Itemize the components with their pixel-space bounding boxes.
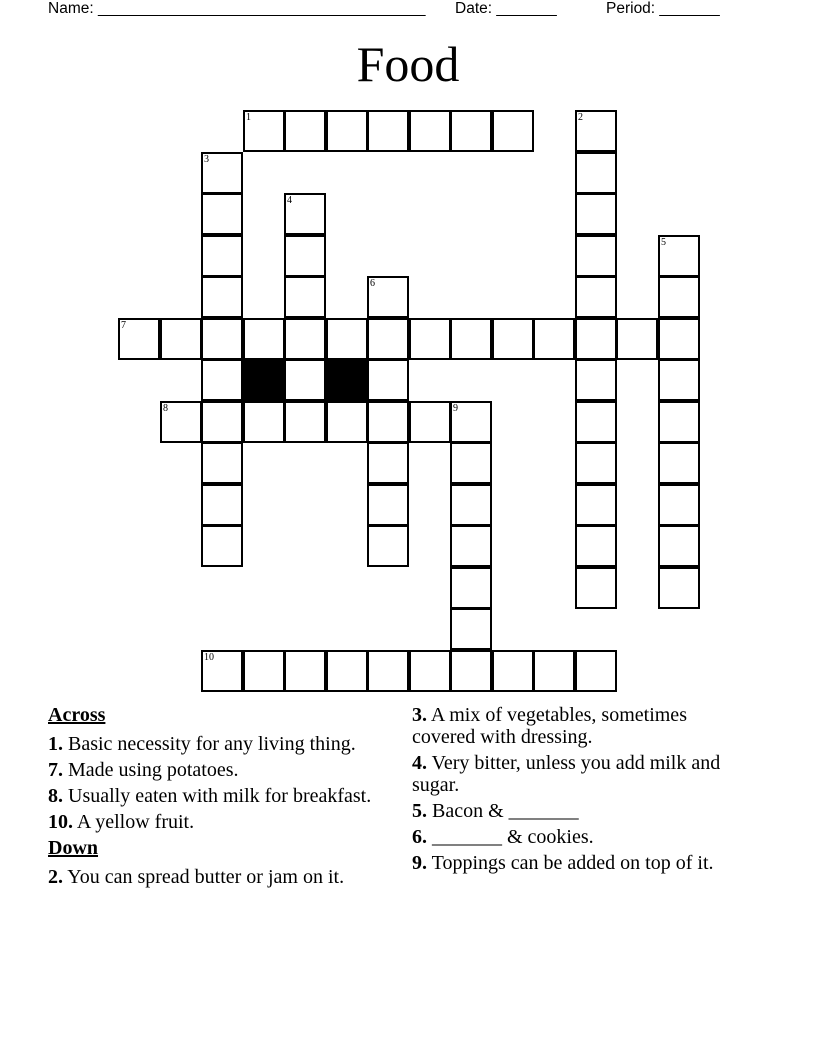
crossword-cell[interactable] <box>326 318 368 360</box>
crossword-cell[interactable] <box>492 650 534 692</box>
crossword-cell[interactable] <box>201 235 243 277</box>
clue-down-6: 6. _______ & cookies. <box>412 826 594 848</box>
crossword-cell[interactable] <box>533 650 575 692</box>
clue-down-5: 5. Bacon & _______ <box>412 800 579 822</box>
crossword-cell[interactable] <box>450 567 492 609</box>
clue-number: 1 <box>246 112 251 123</box>
crossword-cell[interactable] <box>326 650 368 692</box>
crossword-cell[interactable] <box>450 484 492 526</box>
clue-number: 9 <box>453 403 458 414</box>
crossword-cell[interactable] <box>450 401 492 443</box>
crossword-cell[interactable] <box>575 110 617 152</box>
crossword-cell[interactable] <box>284 193 326 235</box>
crossword-cell[interactable] <box>575 235 617 277</box>
crossword-cell[interactable] <box>575 567 617 609</box>
puzzle-title: Food <box>356 36 460 92</box>
crossword-cell[interactable] <box>367 442 409 484</box>
crossword-cell[interactable] <box>533 318 575 360</box>
date-field[interactable]: Date: _______ <box>455 0 557 17</box>
clues-column-left <box>48 704 378 892</box>
crossword-cell[interactable] <box>201 193 243 235</box>
black-cell <box>326 359 368 401</box>
name-field[interactable]: Name: ______________________________________ <box>48 0 426 17</box>
clue-number: 4 <box>287 195 292 206</box>
crossword-cell[interactable] <box>575 442 617 484</box>
crossword-cell[interactable] <box>450 318 492 360</box>
clue-number: 7 <box>121 320 126 331</box>
crossword-cell[interactable] <box>243 318 285 360</box>
crossword-cell[interactable] <box>284 318 326 360</box>
crossword-cell[interactable] <box>201 276 243 318</box>
period-field[interactable]: Period: _______ <box>606 0 720 17</box>
crossword-cell[interactable] <box>284 276 326 318</box>
crossword-cell[interactable] <box>658 276 700 318</box>
crossword-cell[interactable] <box>575 152 617 194</box>
crossword-cell[interactable] <box>409 318 451 360</box>
crossword-cell[interactable] <box>450 608 492 650</box>
clue-number: 3 <box>204 154 209 165</box>
crossword-cell[interactable] <box>326 110 368 152</box>
crossword-cell[interactable] <box>450 525 492 567</box>
crossword-cell[interactable] <box>575 650 617 692</box>
crossword-cell[interactable] <box>575 484 617 526</box>
crossword-cell[interactable] <box>492 110 534 152</box>
crossword-cell[interactable] <box>367 359 409 401</box>
clue-number: 10 <box>204 652 214 663</box>
crossword-cell[interactable] <box>450 442 492 484</box>
crossword-cell[interactable] <box>201 442 243 484</box>
crossword-cell[interactable] <box>409 110 451 152</box>
black-cell <box>243 359 285 401</box>
crossword-cell[interactable] <box>243 650 285 692</box>
clue-across-10: 10. A yellow fruit. <box>48 811 195 833</box>
crossword-cell[interactable] <box>284 650 326 692</box>
crossword-cell[interactable] <box>367 650 409 692</box>
crossword-cell[interactable] <box>243 401 285 443</box>
clue-number: 6 <box>370 278 375 289</box>
crossword-cell[interactable] <box>575 401 617 443</box>
crossword-cell[interactable] <box>118 318 160 360</box>
clue-number: 2 <box>578 112 583 123</box>
crossword-cell[interactable] <box>160 318 202 360</box>
crossword-cell[interactable] <box>326 401 368 443</box>
crossword-cell[interactable] <box>450 110 492 152</box>
crossword-cell[interactable] <box>575 193 617 235</box>
down-heading: Down <box>48 837 99 859</box>
crossword-cell[interactable] <box>367 525 409 567</box>
crossword-cell[interactable] <box>367 484 409 526</box>
clue-number: 5 <box>661 237 666 248</box>
crossword-cell[interactable] <box>658 401 700 443</box>
crossword-cell[interactable] <box>575 318 617 360</box>
crossword-cell[interactable] <box>284 235 326 277</box>
crossword-cell[interactable] <box>201 318 243 360</box>
crossword-cell[interactable] <box>367 110 409 152</box>
crossword-cell[interactable] <box>658 525 700 567</box>
crossword-cell[interactable] <box>658 235 700 277</box>
crossword-cell[interactable] <box>658 567 700 609</box>
crossword-cell[interactable] <box>201 401 243 443</box>
crossword-cell[interactable] <box>367 276 409 318</box>
clue-across-1: 1. Basic necessity for any living thing. <box>48 733 356 755</box>
crossword-cell[interactable] <box>243 110 285 152</box>
clue-number: 8 <box>163 403 168 414</box>
crossword-cell[interactable] <box>284 401 326 443</box>
crossword-cell[interactable] <box>367 401 409 443</box>
crossword-cell[interactable] <box>658 442 700 484</box>
clue-down-9: 9. Toppings can be added on top of it. <box>412 852 714 874</box>
crossword-cell[interactable] <box>450 650 492 692</box>
crossword-cell[interactable] <box>201 152 243 194</box>
clue-down-4: 4. Very bitter, unless you add milk and sugar. <box>412 752 721 796</box>
crossword-cell[interactable] <box>575 276 617 318</box>
clue-down-3: 3. A mix of vegetables, sometimes covered with dressing. <box>412 704 687 748</box>
crossword-cell[interactable] <box>575 525 617 567</box>
crossword-cell[interactable] <box>201 484 243 526</box>
crossword-cell[interactable] <box>409 401 451 443</box>
crossword-cell[interactable] <box>658 318 700 360</box>
crossword-cell[interactable] <box>201 525 243 567</box>
crossword-cell[interactable] <box>409 650 451 692</box>
crossword-cell[interactable] <box>160 401 202 443</box>
clue-across-8: 8. Usually eaten with milk for breakfast. <box>48 785 372 807</box>
crossword-cell[interactable] <box>284 359 326 401</box>
crossword-cell[interactable] <box>201 650 243 692</box>
crossword-cell[interactable] <box>616 318 658 360</box>
clue-down-2: 2. You can spread butter or jam on it. <box>48 866 345 888</box>
clue-across-7: 7. Made using potatoes. <box>48 759 239 781</box>
across-heading: Across <box>48 704 106 726</box>
crossword-cell[interactable] <box>367 318 409 360</box>
crossword-cell[interactable] <box>492 318 534 360</box>
crossword-cell[interactable] <box>284 110 326 152</box>
crossword-cell[interactable] <box>575 359 617 401</box>
crossword-cell[interactable] <box>201 359 243 401</box>
crossword-cell[interactable] <box>658 359 700 401</box>
clues-column-right <box>412 704 752 878</box>
crossword-cell[interactable] <box>658 484 700 526</box>
